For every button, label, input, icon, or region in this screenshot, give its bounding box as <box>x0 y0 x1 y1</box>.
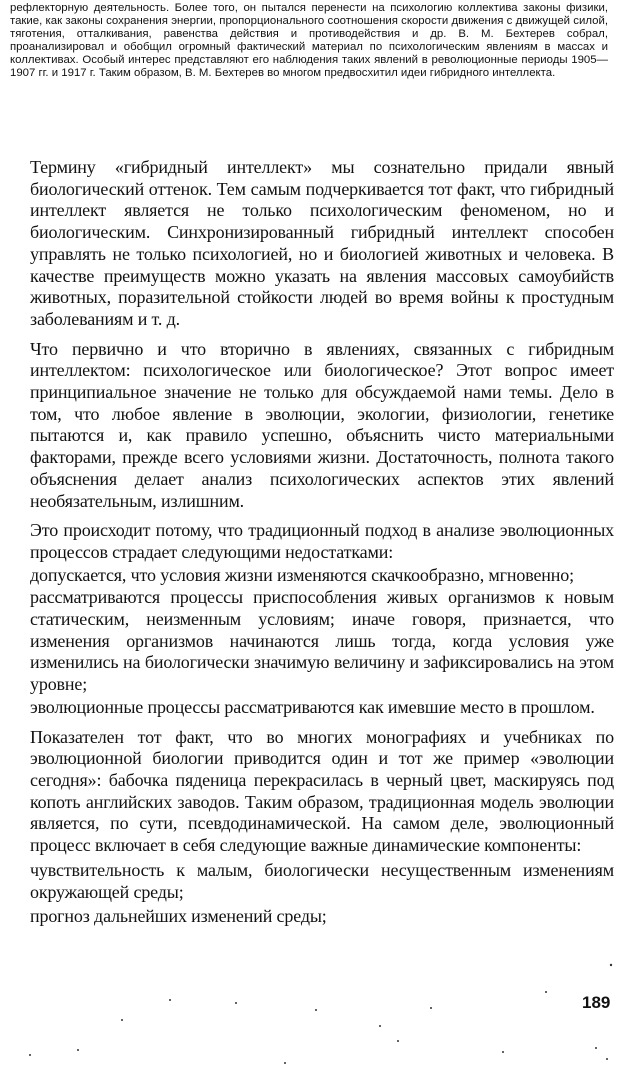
paragraph-traditional-approach: Это происходит потому, что традиционный подход в анализе эволюционных процессов страдает следующими недостатками: <box>30 520 614 562</box>
list-item-sensitivity: чувствительность к малым, биологически несущественным изменениям окружающей среды; <box>30 859 614 902</box>
list-item-forecast: прогноз дальнейших изменений среды; <box>30 906 327 927</box>
list-item-adaptation: рассматриваются процессы приспособления живых организмов к новым статическим, неизменным условиям; иначе говоря, признается, что изменения организмов начинаются лишь тогда, когда условия уже изменились на биологически значимую величину и зафиксировались на этом уровне; <box>30 587 614 695</box>
list-item-past-evolution: эволюционные процессы рассматриваются как имевшие место в прошлом. <box>30 696 595 717</box>
paragraph-hybrid-intellect-term: Термину «гибридный интеллект» мы сознательно придали явный биологический оттенок. Тем самым подчеркивается тот факт, что гибридный интеллект является не только психологическим феноменом, но и биологическим. Синхронизированный гибридный интеллект способен управлять не только психологией, но и биологией животных и человека. В качестве преимуществ можно указать на явления массовых самоубийств животных, поразительной стойкости людей во время войны к простудным заболеваниям и т. д. <box>30 157 614 329</box>
list-item-abrupt-change: допускается, что условия жизни изменяются скачкообразно, мгновенно; <box>30 564 574 585</box>
paragraph-evolution-today: Показателен тот факт, что во многих монографиях и учебниках по эволюционной биологии приводится один и тот же пример «эволюции сегодня»: бабочка пяденица перекрасилась в черный цвет, маскируясь под копоть английских заводов. Таким образом, традиционная модель эволюции является, по сути, псевдодинамической. На самом деле, эволюционный процесс включает в себя следующие важные динамические компоненты: <box>30 726 614 856</box>
page-number: 189 <box>582 993 611 1012</box>
footnote: рефлекторную деятельность. Более того, он пытался перенести на психологию коллектива законы физики, такие, как законы сохранения энергии, пропорционального соотношения скорости движения с движущей силой, тяготения, отталкивания, равенства действия и противодействия и др. В. М. Бехтерев собрал, проанализировал и обобщил огромный фактический материал по психологическим явлениям в массах и коллективах. Особый интерес представляют его наблюдения таких явлений в революционные периоды 1905—1907 гг. и 1917 г. Таким образом, В. М. Бехтерев во многом предвосхитил идеи гибридного интеллекта. <box>10 2 608 79</box>
paragraph-primary-secondary: Что первично и что вторично в явлениях, связанных с гибридным интеллектом: психологическое или биологическое? Этот вопрос имеет принципиальное значение не только для обсуждаемой нами темы. Дело в том, что любое явление в эволюции, экологии, физиологии, генетике пытаются и, как правило успешно, объяснить чисто материальными факторами, прежде всего условиями жизни. Достаточность, полнота такого объяснения делает анализ психологических аспектов этих явлений необязательным, излишним. <box>30 338 614 511</box>
